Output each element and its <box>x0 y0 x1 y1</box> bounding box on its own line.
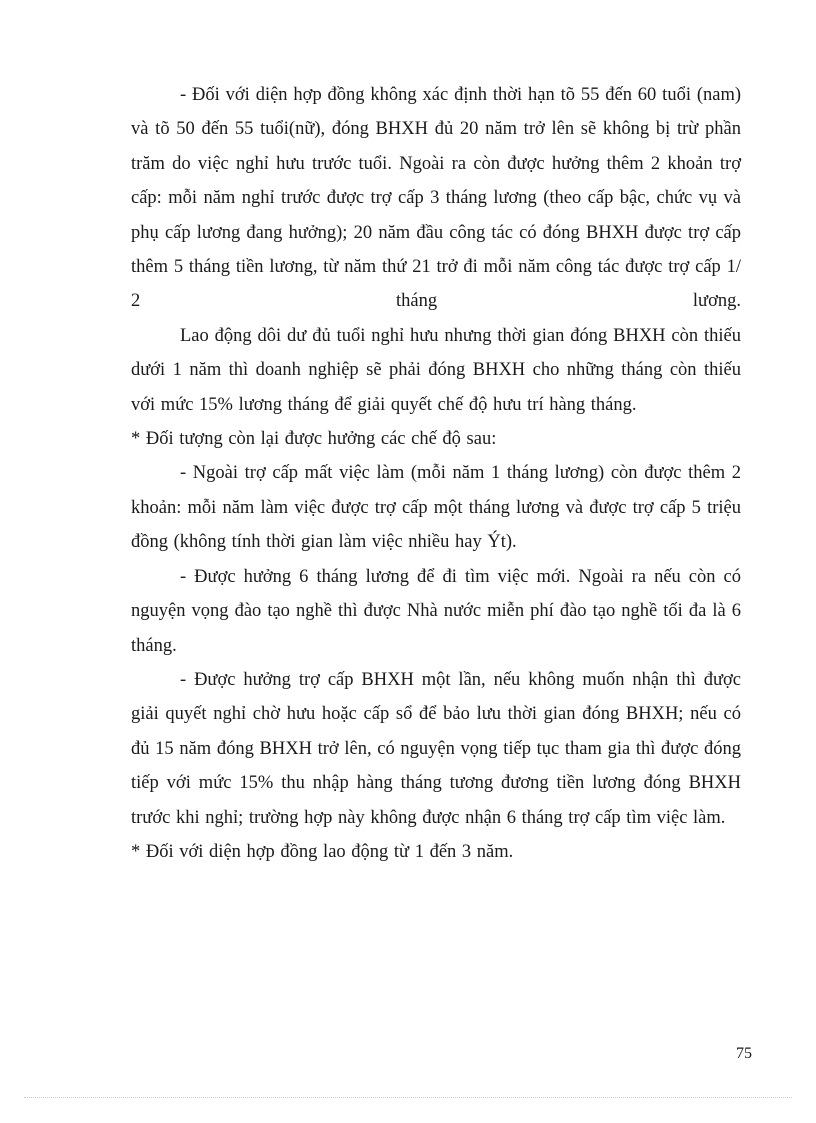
paragraph-one-time-bhxh: - Được hưởng trợ cấp BHXH một lần, nếu không muốn nhận thì được giải quyết nghỉ chờ hưu hoặc cấp sổ để bảo lưu thời gian đóng BHXH; nếu có đủ 15 năm đóng BHXH trở lên, có nguyện vọng tiếp tục tham gia thì được đóng tiếp với mức 15% thu nhập hàng tháng tương đương tiền lương đóng BHXH trước khi nghỉ; trường hợp này không được nhận 6 tháng trợ cấp tìm việc làm. <box>131 669 741 828</box>
paragraph-early-retirement-indefinite-contract: - Đối với diện hợp đồng không xác định thời hạn tõ 55 đến 60 tuổi (nam) và tõ 50 đến 55 tuổi(nữ), đóng BHXH đủ 20 năm trở lên sẽ không bị trừ phần trăm do việc nghỉ hưu trước tuổi. Ngoài ra còn được hưởng thêm 2 khoản trợ cấp: mỗi năm nghỉ trước được trợ cấp 3 tháng lương (theo cấp bậc, chức vụ và phụ cấp lương đang hưởng); 20 năm đầu công tác có đóng BHXH được trợ cấp thêm 5 tháng tiền lương, từ năm thứ 21 trở đi mỗi năm công tác được trợ cấp 1/ 2 tháng lương. <box>131 85 741 312</box>
page-number: 75 <box>736 1045 752 1062</box>
document-body <box>131 78 741 869</box>
footer-divider <box>24 1097 792 1098</box>
paragraph-job-loss-allowance: - Ngoài trợ cấp mất việc làm (mỗi năm 1 tháng lương) còn được thêm 2 khoản: mỗi năm làm việc được trợ cấp một tháng lương và được trợ cấp 5 triệu đồng (không tính thời gian làm việc nhiều hay Ýt). <box>131 463 741 553</box>
paragraph-contract-1-3-years-heading: * Đối với diện hợp đồng lao động từ 1 đến 3 năm. <box>131 841 514 862</box>
paragraph-redundant-workers-bhxh: Lao động dôi dư đủ tuổi nghỉ hưu nhưng thời gian đóng BHXH còn thiếu dưới 1 năm thì doanh nghiệp sẽ phải đóng BHXH cho những tháng còn thiếu với mức 15% lương tháng để giải quyết chế độ hưu trí hàng tháng. <box>131 325 741 415</box>
paragraph-remaining-subjects-heading: * Đối tượng còn lại được hưởng các chế độ sau: <box>131 429 497 450</box>
paragraph-six-months-salary: - Được hưởng 6 tháng lương để đi tìm việc mới. Ngoài ra nếu còn có nguyện vọng đào tạo nghề thì được Nhà nước miễn phí đào tạo nghề tối đa là 6 tháng. <box>131 566 741 656</box>
